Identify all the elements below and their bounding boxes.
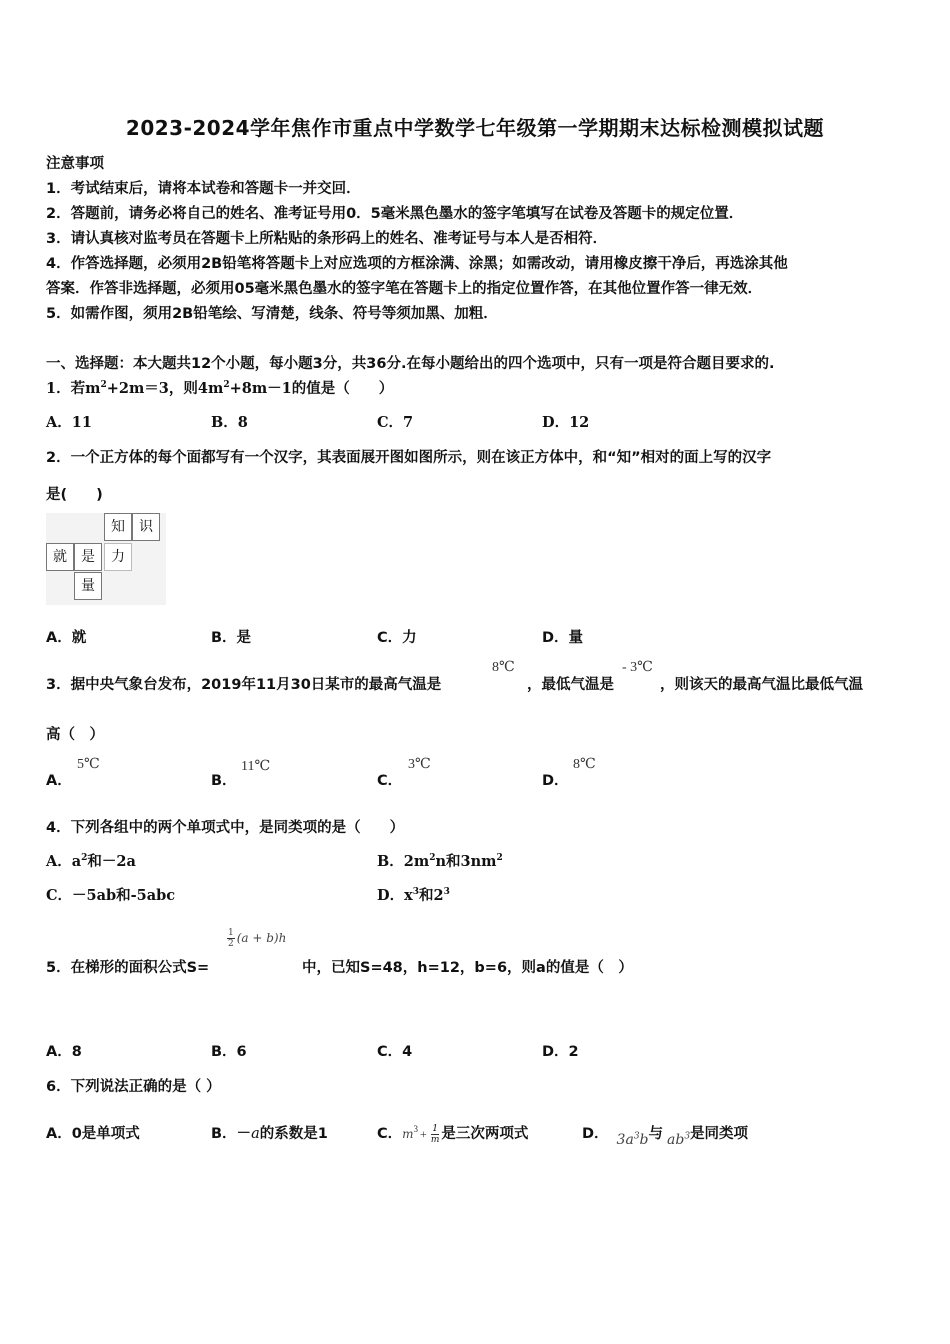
question-5-option-b[interactable]: B．6 — [211, 1044, 247, 1060]
trapezoid-formula: $\frac{1}{2}$ (a + b)h — [228, 928, 287, 949]
net-cell: 量 — [74, 572, 102, 600]
question-2-option-b[interactable]: B．是 — [211, 630, 252, 646]
page-title: 2023-2024学年焦作市重点中学数学七年级第一学期期末达标检测模拟试题 — [125, 116, 825, 140]
question-2-stem: 2．一个正方体的每个面都写有一个汉字，其表面展开图如图所示，则在该正方体中，和“知”相对的面上写的汉字 — [46, 450, 772, 466]
question-3-option-b[interactable]: B． — [211, 773, 237, 789]
question-2-stem-cont: 是( ) — [46, 487, 103, 503]
question-3-option-b-value: 11℃ — [241, 759, 271, 774]
cube-net-figure — [46, 513, 166, 605]
net-cell: 识 — [132, 513, 160, 541]
question-4-stem: 4．下列各组中的两个单项式中，是同类项的是（ ） — [46, 820, 405, 836]
question-5-option-a[interactable]: A．8 — [46, 1044, 82, 1060]
question-4-option-c[interactable]: C．－5ab和-5abc — [46, 887, 176, 904]
question-3-stem-part1: 3．据中央气象台发布，2019年11月30日某市的最高气温是 — [46, 677, 442, 693]
temperature-high: 8℃ — [492, 660, 515, 675]
question-5-stem-part2: 中，已知S=48，h=12，b=6，则a的值是（ ） — [302, 960, 633, 976]
question-5-option-d[interactable]: D．2 — [542, 1044, 579, 1060]
notice-item: 4．作答选择题，必须用2B铅笔将答题卡上对应选项的方框涂满、涂黑；如需改动，请用橡皮擦干净后，再选涂其他 — [46, 256, 788, 272]
question-2-option-a[interactable]: A．就 — [46, 630, 87, 646]
question-3-stem-cont: 高（ ） — [46, 727, 104, 743]
question-5-option-c[interactable]: C．4 — [377, 1044, 413, 1060]
question-4-option-b[interactable]: B．$2m^2n$和$3nm^2$ — [377, 853, 503, 870]
question-6-option-a[interactable]: A．0是单项式 — [46, 1126, 140, 1142]
question-3-stem-part2: ，最低气温是 — [527, 677, 614, 693]
temperature-low: - 3℃ — [622, 660, 653, 675]
notice-item: 3．请认真核对监考员在答题卡上所粘贴的条形码上的姓名、准考证号与本人是否相符． — [46, 231, 608, 247]
question-3-option-a[interactable]: A． — [46, 773, 72, 789]
question-3-option-c-value: 3℃ — [408, 757, 431, 772]
question-1-option-d[interactable]: D．12 — [542, 414, 590, 431]
question-1-option-c[interactable]: C．7 — [377, 414, 414, 431]
question-3-option-d-value: 8℃ — [573, 757, 596, 772]
net-cell: 是 — [74, 543, 102, 571]
notice-item: 5．如需作图，须用2B铅笔绘、写清楚，线条、符号等须加黑、加粗． — [46, 306, 498, 322]
question-6-option-d[interactable]: D． $3a^3b$与 $ab^3$是同类项 — [582, 1126, 749, 1148]
notice-item: 答案．作答非选择题，必须用05毫米黑色墨水的签字笔在答题卡上的指定位置作答，在其他位置作答一律无效． — [46, 281, 763, 297]
question-1-option-a[interactable]: A．11 — [46, 414, 92, 431]
question-4-option-d[interactable]: D．$x^3$和$2^3$ — [377, 887, 450, 904]
section-heading: 一、选择题：本大题共12个小题，每小题3分，共36分.在每小题给出的四个选项中，只有一项是符合题目要求的. — [46, 356, 775, 372]
question-3-option-d[interactable]: D． — [542, 773, 569, 789]
question-6-stem: 6．下列说法正确的是（ ） — [46, 1079, 221, 1095]
question-4-option-a[interactable]: A．$a^2$和－2a — [46, 853, 136, 870]
net-cell: 就 — [46, 543, 74, 571]
question-2-option-c[interactable]: C．力 — [377, 630, 417, 646]
question-1-option-b[interactable]: B．8 — [211, 414, 248, 431]
question-3-stem-part3: ，则该天的最高气温比最低气温 — [660, 677, 863, 693]
question-3-option-a-value: 5℃ — [77, 757, 100, 772]
notice-item: 1．考试结束后，请将本试卷和答题卡一并交回． — [46, 181, 361, 197]
question-5-stem-part1: 5．在梯形的面积公式S= — [46, 960, 210, 976]
question-3-option-c[interactable]: C． — [377, 773, 403, 789]
net-cell: 力 — [104, 543, 132, 571]
question-6-option-c[interactable]: C．$m^3$ + $\frac{1}{m}$ 是三次两项式 — [377, 1123, 529, 1145]
question-1-stem: 1．若$m^2+2m=3$，则$4m^2+8m-1$的值是（ ） — [46, 380, 394, 397]
notice-item: 2．答题前，请务必将自己的姓名、准考证号用0．5毫米黑色墨水的签字笔填写在试卷及答题卡的规定位置． — [46, 206, 744, 222]
question-2-option-d[interactable]: D．量 — [542, 630, 584, 646]
question-6-option-b[interactable]: B．－a的系数是1 — [211, 1126, 328, 1142]
net-cell: 知 — [104, 513, 132, 541]
notice-heading: 注意事项 — [46, 156, 104, 172]
